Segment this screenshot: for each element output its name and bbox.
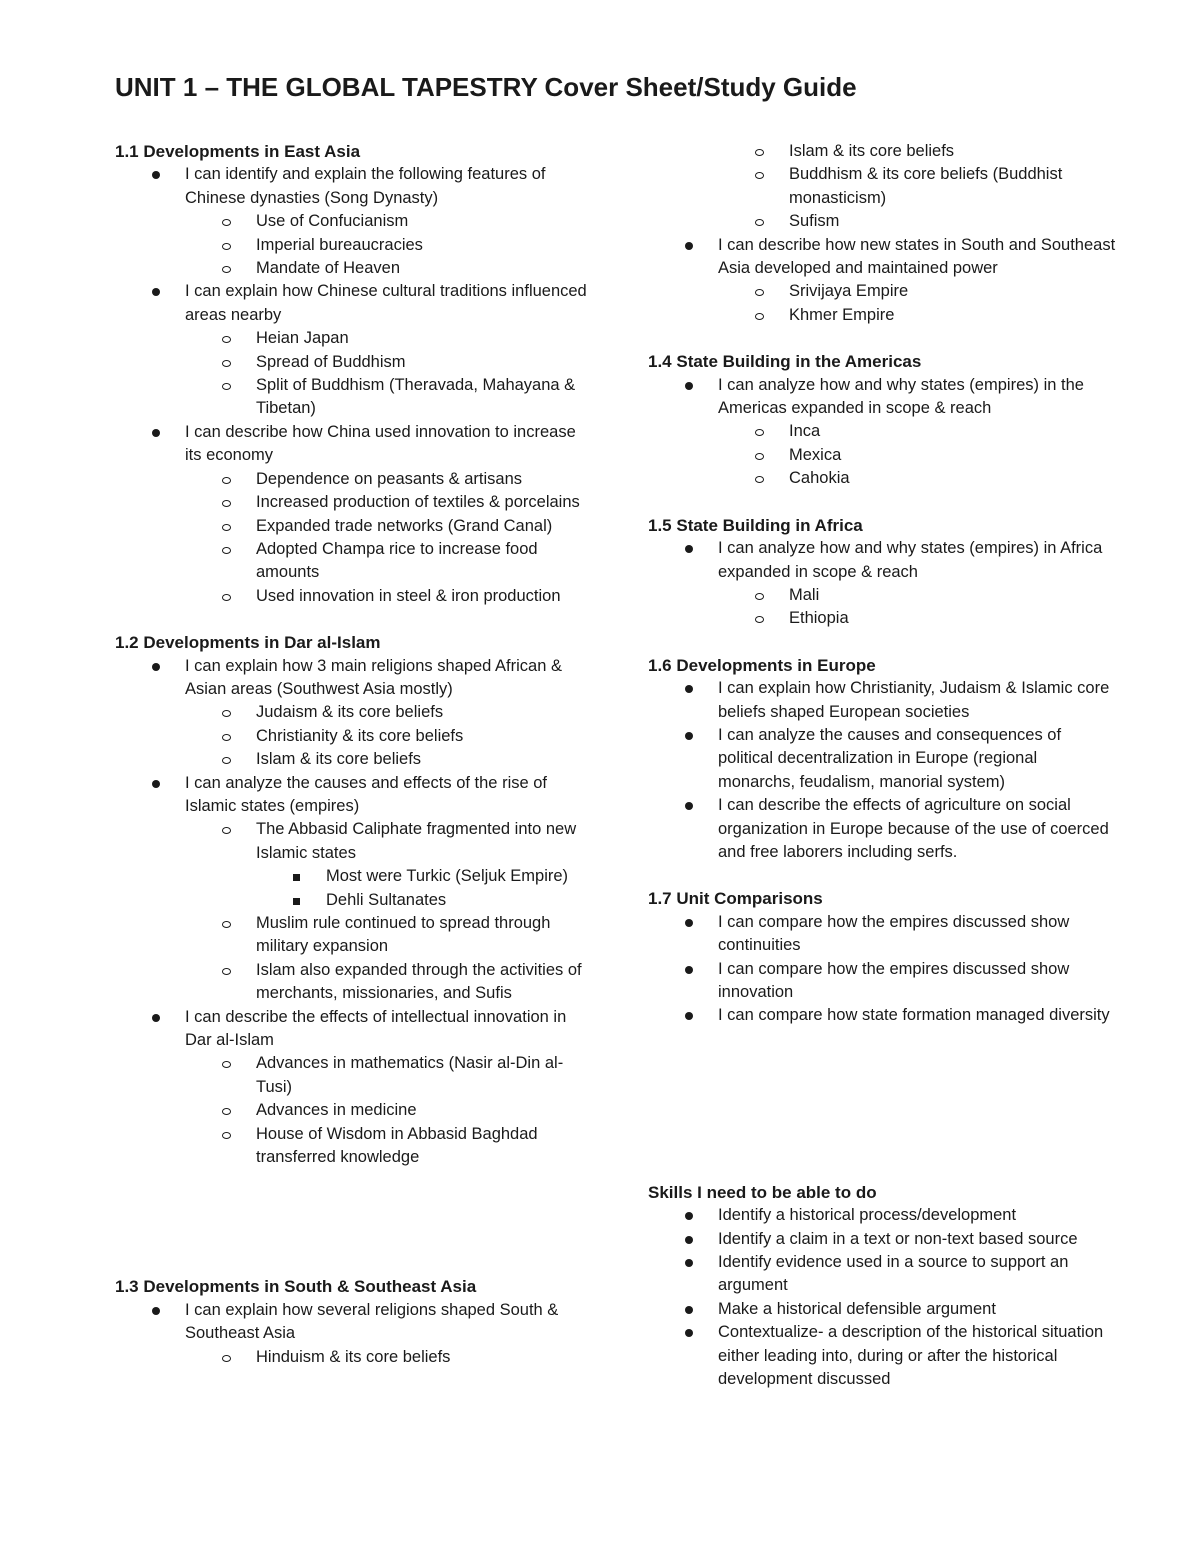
list-item-text: Khmer Empire <box>789 305 895 324</box>
list-item-text: Used innovation in steel & iron production <box>256 586 561 605</box>
list-item-text: I can describe the effects of agriculture on social organization in Europe because of the use of coerced and free laborers including serfs. <box>718 796 1109 861</box>
list-item-text: Mali <box>789 585 820 604</box>
bullet-circle-icon <box>222 524 231 531</box>
list-item-text: Srivijaya Empire <box>789 282 909 301</box>
list-item <box>115 585 590 608</box>
list-item <box>115 889 590 912</box>
bullet-circle-icon <box>222 1355 231 1362</box>
list-item <box>115 655 590 702</box>
section-heading: 1.7 Unit Comparisons <box>648 889 823 909</box>
section-list <box>115 1299 590 1369</box>
list-item-text: Increased production of textiles & porcelains <box>256 493 580 512</box>
list-item-text: Advances in medicine <box>256 1101 417 1120</box>
bullet-disc-icon <box>685 242 693 250</box>
bullet-circle-icon <box>222 219 231 226</box>
section-list <box>648 537 1118 631</box>
bullet-circle-icon <box>755 149 764 156</box>
list-item <box>648 1004 1118 1027</box>
section-heading: 1.1 Developments in East Asia <box>115 142 361 161</box>
list-item-text: Imperial bureaucracies <box>256 235 423 254</box>
list-item-text: Dependence on peasants & artisans <box>256 469 523 488</box>
list-item <box>648 1251 1118 1298</box>
list-item <box>115 163 590 210</box>
list-item-text: I can compare how the empires discussed show innovation <box>718 959 1070 1001</box>
list-item <box>648 958 1118 1005</box>
list-item <box>115 515 590 538</box>
bullet-disc-icon <box>685 1259 693 1267</box>
list-item-text: I can analyze the causes and consequences of political decentralization in Europe (regional monarchs, feudalism, manorial system) <box>718 725 1062 791</box>
list-item-text: Split of Buddhism (Theravada, Mahayana & Tibetan) <box>256 376 576 418</box>
list-item-text: Islam & its core beliefs <box>789 142 955 160</box>
section <box>115 631 590 1169</box>
list-item <box>648 607 1118 630</box>
bullet-circle-icon <box>222 710 231 717</box>
list-item-text: I can compare how the empires discussed show continuities <box>718 912 1070 955</box>
bullet-circle-icon <box>222 1132 231 1139</box>
list-item <box>115 772 590 819</box>
list-item-text: Heian Japan <box>256 329 349 348</box>
bullet-circle-icon <box>222 383 231 390</box>
list-item <box>648 304 1118 327</box>
list-item-text: Buddhism & its core beliefs (Buddhist monasticism) <box>789 165 1063 207</box>
list-item <box>115 421 590 468</box>
bullet-circle-icon <box>755 219 764 226</box>
list-item <box>648 1228 1118 1251</box>
list-item-text: I can describe how China used innovation to increase its economy <box>185 422 576 465</box>
list-item-text: I can describe the effects of intellectual innovation in Dar al-Islam <box>185 1007 567 1050</box>
bullet-circle-icon <box>222 1108 231 1115</box>
list-item-text: Spread of Buddhism <box>256 352 406 371</box>
bullet-disc-icon <box>685 1329 693 1337</box>
list-item <box>648 911 1118 958</box>
bullet-circle-icon <box>222 827 231 834</box>
list-item-text: I can analyze the causes and effects of the rise of Islamic states (empires) <box>185 773 548 815</box>
list-item-text: I can identify and explain the following features of Chinese dynasties (Song Dynasty) <box>185 165 546 207</box>
bullet-circle-icon <box>222 266 231 273</box>
list-item <box>115 701 590 724</box>
bullet-circle-icon <box>755 289 764 296</box>
section-list <box>115 163 590 608</box>
bullet-circle-icon <box>222 547 231 554</box>
section-list <box>648 140 1118 327</box>
bullet-disc-icon <box>685 1236 693 1244</box>
list-item <box>648 724 1118 794</box>
list-item <box>648 374 1118 421</box>
section-list <box>648 374 1118 491</box>
list-item-text: Use of Confucianism <box>256 212 409 231</box>
list-item-text: Mandate of Heaven <box>256 259 401 278</box>
section-heading: Skills I need to be able to do <box>648 1182 877 1202</box>
section <box>648 654 1118 865</box>
list-item-text: I can explain how Christianity, Judaism & Islamic core beliefs shaped European societies <box>718 679 1110 721</box>
right-column <box>648 140 1118 1414</box>
bullet-circle-icon <box>222 336 231 343</box>
list-item <box>115 468 590 491</box>
bullet-disc-icon <box>685 802 693 810</box>
list-item-text: The Abbasid Caliphate fragmented into new Islamic states <box>256 820 577 862</box>
bullet-circle-icon <box>222 921 231 928</box>
list-item <box>648 280 1118 303</box>
list-item <box>648 140 1118 163</box>
list-item-text: Identify a historical process/development <box>718 1206 1017 1225</box>
bullet-disc-icon <box>685 732 693 740</box>
section-list <box>115 655 590 1170</box>
list-item <box>115 912 590 959</box>
list-item-text: Dehli Sultanates <box>326 890 447 909</box>
list-item <box>115 351 590 374</box>
bullet-square-icon <box>293 874 300 881</box>
section <box>115 1275 590 1369</box>
bullet-circle-icon <box>755 429 764 436</box>
list-item <box>648 234 1118 281</box>
bullet-circle-icon <box>222 1061 231 1068</box>
list-item <box>648 163 1118 210</box>
bullet-circle-icon <box>222 757 231 764</box>
bullet-circle-icon <box>755 453 764 460</box>
section-heading: 1.5 State Building in Africa <box>648 515 863 535</box>
bullet-circle-icon <box>755 172 764 179</box>
list-item <box>115 210 590 233</box>
list-item <box>115 1052 590 1099</box>
list-item <box>648 584 1118 607</box>
list-item <box>115 959 590 1006</box>
section-heading: 1.2 Developments in Dar al-Islam <box>115 633 381 653</box>
list-item-text: Expanded trade networks (Grand Canal) <box>256 516 553 535</box>
list-item <box>115 818 590 865</box>
list-item <box>115 257 590 280</box>
list-item <box>648 794 1118 864</box>
bullet-disc-icon <box>152 429 160 437</box>
bullet-disc-icon <box>152 171 160 179</box>
list-item <box>115 234 590 257</box>
section <box>648 514 1118 631</box>
bullet-disc-icon <box>685 919 693 927</box>
bullet-circle-icon <box>222 594 231 601</box>
list-item <box>648 537 1118 584</box>
list-item-text: I can explain how several religions shaped South & Southeast Asia <box>185 1300 559 1343</box>
list-item <box>115 1123 590 1170</box>
section-heading: 1.3 Developments in South & Southeast Asia <box>115 1277 477 1297</box>
list-item-text: Contextualize- a description of the historical situation either leading into, during or after the historical development discussed <box>718 1323 1104 1389</box>
bullet-circle-icon <box>222 968 231 975</box>
list-item-text: Islam also expanded through the activities of merchants, missionaries, and Sufis <box>256 960 582 1003</box>
bullet-square-icon <box>293 898 300 905</box>
left-column <box>115 140 590 1392</box>
list-item-text: I can explain how 3 main religions shaped African & Asian areas (Southwest Asia mostly) <box>185 656 562 698</box>
bullet-disc-icon <box>685 1012 693 1020</box>
document-title: UNIT 1 – THE GLOBAL TAPESTRY Cover Sheet/Study Guide <box>115 72 857 102</box>
list-item <box>115 1006 590 1053</box>
list-item <box>115 538 590 585</box>
list-item <box>648 444 1118 467</box>
list-item-text: I can analyze how and why states (empires) in Africa expanded in scope & reach <box>718 539 1103 581</box>
list-item-text: Most were Turkic (Seljuk Empire) <box>326 867 569 886</box>
list-item-text: Muslim rule continued to spread through military expansion <box>256 914 551 956</box>
list-item <box>648 1298 1118 1321</box>
bullet-circle-icon <box>222 477 231 484</box>
list-item <box>648 1204 1118 1227</box>
list-item <box>115 725 590 748</box>
bullet-circle-icon <box>755 593 764 600</box>
bullet-disc-icon <box>685 545 693 553</box>
list-item <box>648 420 1118 443</box>
list-item-text: Judaism & its core beliefs <box>256 703 444 722</box>
section <box>648 140 1118 327</box>
section <box>648 350 1118 490</box>
list-item-text: Islam & its core beliefs <box>256 750 422 769</box>
section <box>648 887 1118 1027</box>
list-item <box>115 865 590 888</box>
bullet-circle-icon <box>222 243 231 250</box>
list-item-text: Cahokia <box>789 469 850 488</box>
list-item-text: Mexica <box>789 445 842 464</box>
bullet-circle-icon <box>755 476 764 483</box>
bullet-disc-icon <box>152 1014 160 1022</box>
section-heading: 1.4 State Building in the Americas <box>648 352 922 372</box>
section <box>115 140 590 608</box>
bullet-disc-icon <box>685 685 693 693</box>
list-item-text: House of Wisdom in Abbasid Baghdad transferred knowledge <box>256 1124 538 1167</box>
list-item-text: Make a historical defensible argument <box>718 1299 996 1318</box>
list-item-text: I can analyze how and why states (empires) in the Americas expanded in scope & reach <box>718 375 1084 418</box>
list-item <box>115 327 590 350</box>
list-item-text: Adopted Champa rice to increase food amounts <box>256 539 538 582</box>
section-list <box>648 1204 1118 1391</box>
bullet-disc-icon <box>685 382 693 390</box>
list-item <box>115 1346 590 1369</box>
list-item-text: Identify evidence used in a source to support an argument <box>718 1253 1069 1295</box>
list-item-text: I can explain how Chinese cultural traditions influenced areas nearby <box>185 282 587 324</box>
bullet-circle-icon <box>222 500 231 507</box>
list-item-text: Advances in mathematics (Nasir al-Din al-Tusi) <box>256 1054 564 1096</box>
list-item-text: Ethiopia <box>789 609 849 628</box>
list-item <box>115 280 590 327</box>
list-item <box>648 1321 1118 1391</box>
list-item <box>115 1299 590 1346</box>
bullet-disc-icon <box>152 1307 160 1315</box>
bullet-disc-icon <box>152 663 160 671</box>
list-item <box>115 374 590 421</box>
bullet-disc-icon <box>685 1306 693 1314</box>
bullet-disc-icon <box>152 288 160 296</box>
list-item-text: Identify a claim in a text or non-text based source <box>718 1229 1078 1248</box>
list-item-text: Christianity & its core beliefs <box>256 726 464 745</box>
list-item-text: Sufism <box>789 212 840 231</box>
bullet-circle-icon <box>755 616 764 623</box>
section-list <box>648 911 1118 1028</box>
section-list <box>648 677 1118 864</box>
list-item-text: I can compare how state formation managed diversity <box>718 1006 1110 1025</box>
list-item-text: I can describe how new states in South and Southeast Asia developed and maintained power <box>718 235 1116 278</box>
list-item <box>115 748 590 771</box>
section-heading: 1.6 Developments in Europe <box>648 655 876 675</box>
list-item <box>115 491 590 514</box>
list-item-text: Inca <box>789 422 821 441</box>
bullet-circle-icon <box>222 734 231 741</box>
bullet-disc-icon <box>685 966 693 974</box>
list-item <box>648 467 1118 490</box>
list-item-text: Hinduism & its core beliefs <box>256 1347 451 1366</box>
bullet-disc-icon <box>152 780 160 788</box>
list-item <box>648 677 1118 724</box>
list-item <box>648 210 1118 233</box>
bullet-disc-icon <box>685 1212 693 1220</box>
bullet-circle-icon <box>755 313 764 320</box>
list-item <box>115 1099 590 1122</box>
bullet-circle-icon <box>222 360 231 367</box>
section <box>648 1181 1118 1392</box>
